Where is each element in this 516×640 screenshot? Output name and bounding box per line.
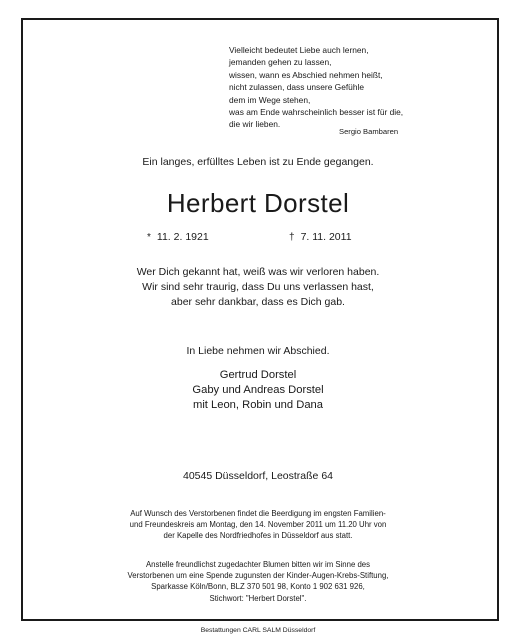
donation-line: Verstorbenen um eine Spende zugunsten der Kinder-Augen-Krebs-Stiftung,	[127, 571, 389, 581]
verse-line: Wer Dich gekannt hat, weiß was wir verloren haben.	[136, 266, 380, 278]
death-cross-icon: †	[289, 232, 295, 243]
deceased-name: Herbert Dorstel	[166, 188, 350, 218]
memorial-verse	[0, 265, 516, 310]
poem-line: jemanden gehen zu lassen,	[229, 57, 332, 68]
funeral-home-credit: Bestattungen CARL SALM Düsseldorf	[200, 627, 316, 634]
family-line: Gaby und Andreas Dorstel	[192, 384, 324, 396]
birth-info	[147, 231, 209, 243]
family-line: Gertrud Dorstel	[219, 369, 297, 381]
family-line: mit Leon, Robin und Dana	[193, 399, 323, 411]
donation-line: Sparkasse Köln/Bonn, BLZ 370 501 98, Konto 1 902 631 926,	[151, 582, 365, 592]
intro-text: Ein langes, erfülltes Leben ist zu Ende gegangen.	[142, 156, 374, 168]
family-address: 40545 Düsseldorf, Leostraße 64	[182, 470, 333, 482]
death-date: 7. 11. 2011	[300, 231, 352, 243]
family-signatures	[0, 368, 516, 413]
poem-line: wissen, wann es Abschied nehmen heißt,	[229, 69, 383, 80]
funeral-notice	[0, 508, 516, 542]
poem-author: Sergio Bambaren	[339, 127, 399, 136]
notice-line: Auf Wunsch des Verstorbenen findet die Beerdigung im engsten Familien-	[130, 509, 386, 518]
poem-line: was am Ende wahrscheinlich besser ist für die,	[229, 107, 404, 118]
farewell-text: In Liebe nehmen wir Abschied.	[186, 345, 330, 357]
donation-notice	[0, 559, 516, 604]
birth-date: 11. 2. 1921	[156, 231, 209, 243]
poem-line: nicht zulassen, dass unsere Gefühle	[229, 82, 365, 93]
verse-line: Wir sind sehr traurig, dass Du uns verlassen hast,	[142, 281, 374, 293]
donation-line: Anstelle freundlichst zugedachter Blumen bitten wir im Sinne des	[145, 560, 371, 569]
notice-line: der Kapelle des Nordfriedhofes in Düsseldorf aus statt.	[163, 531, 353, 541]
birth-star-icon: *	[147, 232, 151, 243]
poem	[229, 44, 469, 131]
notice-line: und Freundeskreis am Montag, den 14. November 2011 um 11.20 Uhr von	[129, 520, 387, 530]
donation-line: Stichwort: "Herbert Dorstel".	[209, 593, 307, 603]
poem-line: Vielleicht bedeutet Liebe auch lernen,	[229, 45, 369, 55]
poem-line: die wir lieben.	[229, 119, 281, 130]
death-info	[289, 231, 352, 243]
verse-line: aber sehr dankbar, dass es Dich gab.	[171, 296, 345, 308]
poem-line: dem im Wege stehen,	[229, 94, 311, 105]
